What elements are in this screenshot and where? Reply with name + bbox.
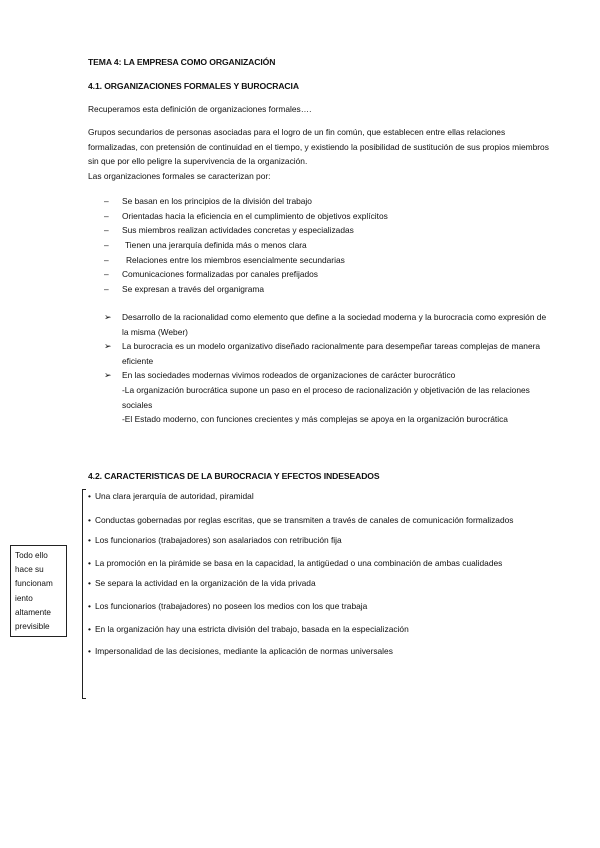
list-item: • Conductas gobernadas por reglas escritas, que se transmiten a través de canales de comunicación formalizados: [88, 514, 514, 525]
bullet-dot-icon: •: [88, 600, 91, 611]
list-item: – Comunicaciones formalizadas por canales prefijados: [104, 267, 388, 282]
list-item: • Impersonalidad de las decisiones, mediante la aplicación de normas universales: [88, 646, 393, 657]
side-note-line: previsible: [15, 622, 50, 632]
bureaucracy-characteristics-list: [88, 489, 548, 659]
list-item: • Una clara jerarquía de autoridad, piramidal: [88, 491, 254, 501]
bullet-dot-icon: •: [88, 535, 91, 546]
bracket-divider: [82, 489, 86, 699]
list-item: – Tienen una jerarquía definida más o menos clara: [104, 238, 388, 253]
characteristics-lead: Las organizaciones formales se caracterizan por:: [88, 170, 271, 181]
side-note-line: Todo ello: [15, 551, 48, 560]
arrow-sub-point: -El Estado moderno, con funciones crecientes y más complejas se apoya en la organización burocrática: [122, 414, 508, 425]
list-item: ➢ Desarrollo de la racionalidad como elemento que define a la sociedad moderna y la burocracia como expresión de la misma (Weber): [104, 312, 547, 337]
document-title: TEMA 4: LA EMPRESA COMO ORGANIZACIÓN: [88, 57, 276, 67]
side-note-line: iento: [15, 593, 33, 603]
list-item: ➢ La burocracia es un modelo organizativo diseñado racionalmente para desempeñar tareas complejas de manera eficiente: [104, 341, 541, 366]
definition-paragraph: [88, 125, 550, 183]
intro-paragraph: Recuperamos esta definición de organizaciones formales….: [88, 104, 312, 114]
section-2-heading: 4.2. CARACTERISTICAS DE LA BUROCRACIA Y EFECTOS INDESEADOS: [88, 471, 380, 481]
bullet-dot-icon: •: [88, 557, 91, 568]
arrow-sub-point: -La organización burocrática supone un paso en el proceso de racionalización y objetivación de las relaciones sociales: [122, 384, 530, 410]
list-item: – Orientadas hacia la eficiencia en el cumplimiento de objetivos explícitos: [104, 209, 388, 224]
list-item: • Los funcionarios (trabajadores) no poseen los medios con los que trabaja: [88, 600, 368, 611]
list-item: ➢ En las sociedades modernas vivimos rodeados de organizaciones de carácter burocrático -La organización burocrática supone un paso en el proceso de racionalización y objetivación de las relaciones sociales -El Estado moderno, con funciones crecientes y más complejas se apoya en la organización burocrática: [104, 368, 554, 426]
arrow-bullet-icon: ➢: [104, 370, 112, 381]
list-item: – Se basan en los principios de la división del trabajo: [104, 194, 388, 209]
side-note-line: altamente: [15, 607, 51, 617]
side-note-box: [10, 545, 67, 637]
list-item: • Se separa la actividad en la organización de la vida privada: [88, 578, 316, 589]
side-note-line: hace su: [15, 565, 44, 575]
definition-text: Grupos secundarios de personas asociadas para el logro de un fin común, que establecen entre ellas relaciones formalizadas, con pretensión de continuidad en el tiempo, y existiendo la posibilidad de sustitución de sus propios miembros sin que por ello peligre la supervivencia de la organización.: [88, 127, 549, 167]
section-1-heading: 4.1. ORGANIZACIONES FORMALES Y BUROCRACIA: [88, 81, 299, 91]
bullet-dot-icon: •: [88, 578, 91, 589]
list-item: – Sus miembros realizan actividades concretas y especializadas: [104, 223, 388, 238]
list-item: – Se expresan a través del organigrama: [104, 282, 388, 297]
list-item: • En la organización hay una estricta división del trabajo, basada en la especialización: [88, 623, 409, 634]
bullet-dot-icon: •: [88, 514, 91, 525]
list-item: – Relaciones entre los miembros esencialmente secundarias: [104, 253, 388, 268]
list-item: • Los funcionarios (trabajadores) son asalariados con retribución fija: [88, 535, 342, 546]
characteristics-list: [104, 194, 388, 297]
arrow-bullet-icon: ➢: [104, 341, 112, 352]
arrow-bullet-icon: ➢: [104, 312, 112, 322]
arrow-point-list: [104, 310, 554, 427]
side-note-line: funcionam: [15, 579, 53, 589]
bullet-dot-icon: •: [88, 623, 91, 634]
bullet-dot-icon: •: [88, 491, 91, 501]
list-item: • La promoción en la pirámide se basa en la capacidad, la antigüedad o una combinación de ambas cualidades: [88, 557, 503, 568]
bullet-dot-icon: •: [88, 646, 91, 657]
